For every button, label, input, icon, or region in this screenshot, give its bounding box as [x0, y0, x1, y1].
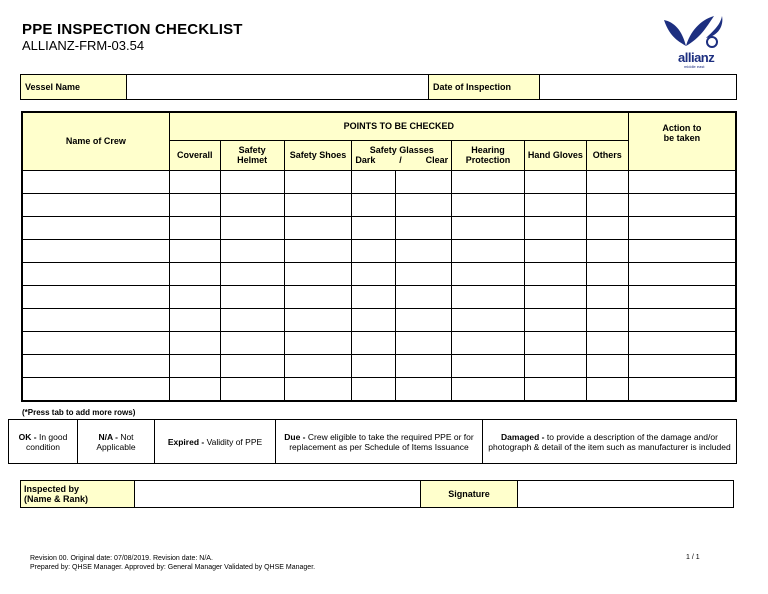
glasses-clear-cell[interactable]	[396, 354, 452, 377]
coverall-cell[interactable]	[169, 193, 220, 216]
safety-helmet-cell[interactable]	[220, 331, 284, 354]
coverall-cell[interactable]	[169, 331, 220, 354]
hand-gloves-cell[interactable]	[525, 377, 587, 401]
action-cell[interactable]	[628, 216, 736, 239]
glasses-dark-cell[interactable]	[352, 216, 396, 239]
hearing-protection-cell[interactable]	[452, 331, 525, 354]
coverall-header: Coverall	[169, 140, 220, 170]
legend-na: N/A - Not Applicable	[78, 420, 155, 464]
glasses-clear-cell[interactable]	[396, 193, 452, 216]
hand-gloves-cell[interactable]	[525, 308, 587, 331]
others-cell[interactable]	[586, 193, 628, 216]
clear-subheader: Clear	[425, 155, 449, 165]
glasses-dark-cell[interactable]	[352, 354, 396, 377]
hearing-protection-cell[interactable]	[452, 285, 525, 308]
crew-name-cell[interactable]	[22, 239, 169, 262]
coverall-cell[interactable]	[169, 216, 220, 239]
table-row	[22, 193, 736, 216]
safety-helmet-cell[interactable]	[220, 377, 284, 401]
crew-name-cell[interactable]	[22, 331, 169, 354]
coverall-cell[interactable]	[169, 377, 220, 401]
action-cell[interactable]	[628, 354, 736, 377]
glasses-clear-cell[interactable]	[396, 308, 452, 331]
legend-due: Due - Crew eligible to take the required PPE or for replacement as per Schedule of Items Issuance	[276, 420, 483, 464]
safety-glasses-header: Safety Glasses Dark / Clear	[352, 140, 452, 170]
legend-ok: OK - In good condition	[9, 420, 78, 464]
action-cell[interactable]	[628, 377, 736, 401]
legend-table	[8, 419, 737, 464]
hand-gloves-cell[interactable]	[525, 170, 587, 193]
hearing-protection-cell[interactable]	[452, 170, 525, 193]
table-row	[22, 285, 736, 308]
crew-rows	[22, 170, 736, 401]
action-cell[interactable]	[628, 239, 736, 262]
vessel-info-table	[20, 74, 737, 100]
dark-subheader: Dark	[355, 155, 376, 165]
coverall-cell[interactable]	[169, 239, 220, 262]
others-cell[interactable]	[586, 239, 628, 262]
crew-name-cell[interactable]	[22, 262, 169, 285]
crew-name-cell[interactable]	[22, 377, 169, 401]
crew-name-cell[interactable]	[22, 216, 169, 239]
hearing-protection-cell[interactable]	[452, 377, 525, 401]
hand-gloves-header: Hand Gloves	[525, 140, 587, 170]
table-row	[22, 239, 736, 262]
legend-expired: Expired - Validity of PPE	[155, 420, 276, 464]
safety-shoes-cell[interactable]	[284, 331, 352, 354]
safety-shoes-cell[interactable]	[284, 170, 352, 193]
glasses-clear-cell[interactable]	[396, 216, 452, 239]
points-to-be-checked-header: POINTS TO BE CHECKED	[169, 112, 628, 140]
table-row	[22, 308, 736, 331]
hearing-protection-cell[interactable]	[452, 193, 525, 216]
safety-helmet-cell[interactable]	[220, 308, 284, 331]
page-number: 1 / 1	[686, 554, 700, 561]
safety-helmet-cell[interactable]	[220, 216, 284, 239]
others-cell[interactable]	[586, 170, 628, 193]
safety-shoes-cell[interactable]	[284, 354, 352, 377]
hearing-protection-cell[interactable]	[452, 239, 525, 262]
glasses-dark-cell[interactable]	[352, 285, 396, 308]
action-cell[interactable]	[628, 331, 736, 354]
safety-shoes-cell[interactable]	[284, 285, 352, 308]
date-of-inspection-label: Date of Inspection	[429, 75, 540, 100]
glasses-clear-cell[interactable]	[396, 239, 452, 262]
action-cell[interactable]	[628, 193, 736, 216]
safety-shoes-cell[interactable]	[284, 308, 352, 331]
action-cell[interactable]	[628, 285, 736, 308]
inspected-by-table	[20, 480, 734, 508]
table-row	[22, 170, 736, 193]
hearing-protection-header: Hearing Protection	[452, 140, 525, 170]
action-to-be-taken-header: Action to be taken	[628, 112, 736, 170]
crew-name-cell[interactable]	[22, 308, 169, 331]
hearing-protection-cell[interactable]	[452, 354, 525, 377]
others-header: Others	[586, 140, 628, 170]
hearing-protection-cell[interactable]	[452, 216, 525, 239]
ppe-checklist-table	[21, 111, 737, 402]
safety-shoes-cell[interactable]	[284, 239, 352, 262]
safety-helmet-cell[interactable]	[220, 193, 284, 216]
company-logo	[660, 12, 726, 72]
hand-gloves-cell[interactable]	[525, 331, 587, 354]
others-cell[interactable]	[586, 354, 628, 377]
action-cell[interactable]	[628, 262, 736, 285]
crew-name-cell[interactable]	[22, 193, 169, 216]
logo-wordmark: allianz	[678, 50, 715, 65]
others-cell[interactable]	[586, 377, 628, 401]
hearing-protection-cell[interactable]	[452, 308, 525, 331]
safety-helmet-cell[interactable]	[220, 239, 284, 262]
glasses-dark-cell[interactable]	[352, 239, 396, 262]
inspected-by-field[interactable]	[135, 481, 421, 508]
safety-shoes-cell[interactable]	[284, 262, 352, 285]
hearing-protection-cell[interactable]	[452, 262, 525, 285]
others-cell[interactable]	[586, 216, 628, 239]
others-cell[interactable]	[586, 285, 628, 308]
crew-name-cell[interactable]	[22, 285, 169, 308]
glasses-clear-cell[interactable]	[396, 262, 452, 285]
coverall-cell[interactable]	[169, 308, 220, 331]
coverall-cell[interactable]	[169, 262, 220, 285]
revision-footer	[30, 554, 315, 572]
legend-damaged: Damaged - to provide a description of the damage and/or photograph & detail of the item such as manufacturer is included	[483, 420, 737, 464]
hand-gloves-cell[interactable]	[525, 262, 587, 285]
others-cell[interactable]	[586, 262, 628, 285]
form-code: ALLIANZ-FRM-03.54	[22, 38, 145, 53]
table-row	[22, 216, 736, 239]
glasses-dark-cell[interactable]	[352, 170, 396, 193]
vessel-name-field[interactable]	[127, 75, 429, 100]
safety-shoes-cell[interactable]	[284, 377, 352, 401]
hand-gloves-cell[interactable]	[525, 239, 587, 262]
inspected-by-label: Inspected by (Name & Rank)	[21, 481, 135, 508]
glasses-dark-cell[interactable]	[352, 193, 396, 216]
coverall-cell[interactable]	[169, 170, 220, 193]
slash-separator: /	[399, 155, 402, 165]
safety-helmet-cell[interactable]	[220, 262, 284, 285]
hand-gloves-cell[interactable]	[525, 193, 587, 216]
safety-shoes-header: Safety Shoes	[284, 140, 352, 170]
table-row	[22, 331, 736, 354]
safety-helmet-cell[interactable]	[220, 285, 284, 308]
vessel-name-label: Vessel Name	[21, 75, 127, 100]
safety-shoes-cell[interactable]	[284, 193, 352, 216]
safety-helmet-cell[interactable]	[220, 170, 284, 193]
safety-helmet-cell[interactable]	[220, 354, 284, 377]
revision-line: Revision 00. Original date: 07/08/2019. Revision date: N/A.	[30, 555, 213, 562]
glasses-clear-cell[interactable]	[396, 285, 452, 308]
others-cell[interactable]	[586, 331, 628, 354]
hand-gloves-cell[interactable]	[525, 354, 587, 377]
crew-name-cell[interactable]	[22, 354, 169, 377]
glasses-dark-cell[interactable]	[352, 377, 396, 401]
logo-subtext: middle east	[684, 64, 705, 69]
table-row	[22, 262, 736, 285]
approval-line: Prepared by: QHSE Manager. Approved by: General Manager Validated by QHSE Manager.	[30, 564, 316, 571]
glasses-dark-cell[interactable]	[352, 308, 396, 331]
add-rows-note: (*Press tab to add more rows)	[22, 408, 136, 417]
glasses-dark-cell[interactable]	[352, 331, 396, 354]
form-title: PPE INSPECTION CHECKLIST	[22, 21, 243, 38]
name-of-crew-header: Name of Crew	[22, 112, 169, 170]
glasses-clear-cell[interactable]	[396, 170, 452, 193]
date-of-inspection-field[interactable]	[540, 75, 737, 100]
hand-gloves-cell[interactable]	[525, 216, 587, 239]
signature-label: Signature	[421, 481, 518, 508]
crew-name-cell[interactable]	[22, 170, 169, 193]
others-cell[interactable]	[586, 308, 628, 331]
glasses-clear-cell[interactable]	[396, 377, 452, 401]
coverall-cell[interactable]	[169, 285, 220, 308]
safety-helmet-header: Safety Helmet	[220, 140, 284, 170]
coverall-cell[interactable]	[169, 354, 220, 377]
table-row	[22, 354, 736, 377]
signature-field[interactable]	[518, 481, 734, 508]
glasses-clear-cell[interactable]	[396, 331, 452, 354]
hand-gloves-cell[interactable]	[525, 285, 587, 308]
safety-shoes-cell[interactable]	[284, 216, 352, 239]
action-cell[interactable]	[628, 308, 736, 331]
glasses-dark-cell[interactable]	[352, 262, 396, 285]
action-cell[interactable]	[628, 170, 736, 193]
table-row	[22, 377, 736, 401]
